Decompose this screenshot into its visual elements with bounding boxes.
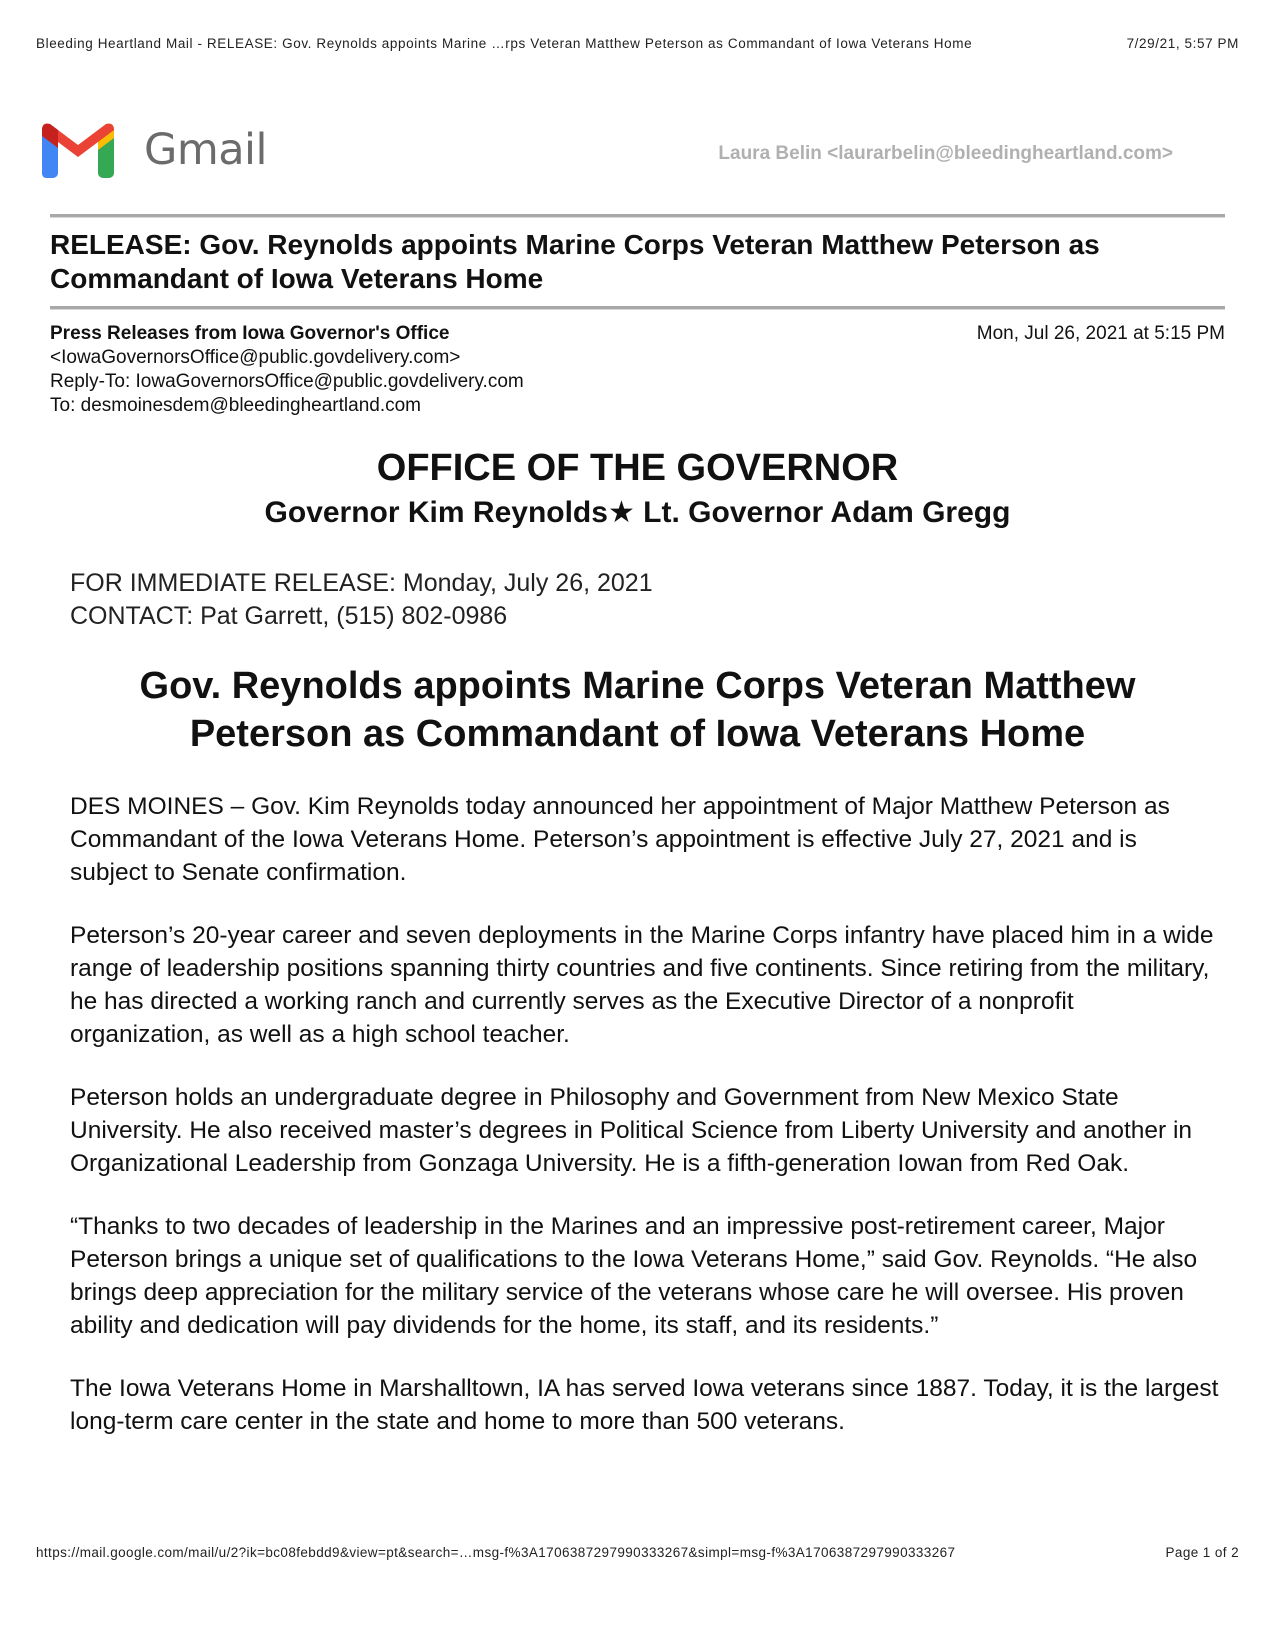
- body-paragraph: Peterson holds an undergraduate degree in Philosophy and Government from New Mexico State University. He also received master’s degrees in Political Science from Liberty University and another in Organizational Leadership from Gonzaga University. He is a fifth-generation Iowan from Red Oak.: [70, 1084, 1193, 1177]
- page-url[interactable]: https://mail.google.com/mail/u/2?ik=bc08febdd9&view=pt&search=…msg-f%3A1706387297990333267&simpl=msg-f%3A1706387297990333267: [36, 1545, 956, 1560]
- office-officials: [50, 494, 1225, 532]
- print-footer: [36, 1545, 1239, 1563]
- office-title: OFFICE OF THE GOVERNOR: [376, 447, 899, 489]
- body-paragraph: Peterson’s 20-year career and seven deployments in the Marine Corps infantry have placed him in a wide range of leadership positions spanning thirty countries and five continents. Since retiring from the military, he has directed a working ranch and currently serves as the Executive Director of a nonprofit organization, as well as a high school teacher.: [70, 922, 1214, 1048]
- print-timestamp: 7/29/21, 5:57 PM: [1126, 36, 1239, 51]
- release-body: [70, 790, 1220, 1468]
- release-headline: Gov. Reynolds appoints Marine Corps Veteran Matthew Peterson as Commandant of Iowa Veterans Home: [139, 665, 1136, 755]
- release-meta: [70, 567, 653, 633]
- divider: [50, 306, 1225, 310]
- gmail-brand[interactable]: [42, 117, 267, 183]
- sender-email: <IowaGovernorsOffice@public.govdelivery.com>: [50, 347, 461, 368]
- release-contact: CONTACT: Pat Garrett, (515) 802-0986: [70, 602, 508, 630]
- release-header: [50, 446, 1225, 532]
- gmail-logo-icon: [42, 122, 114, 178]
- body-paragraph: The Iowa Veterans Home in Marshalltown, IA has served Iowa veterans since 1887. Today, it is the largest long-term care center in the state and home to more than 500 veterans.: [70, 1375, 1219, 1435]
- print-header: [36, 36, 1239, 54]
- reply-to: Reply-To: IowaGovernorsOffice@public.govdelivery.com: [50, 371, 524, 392]
- star-icon: ★: [607, 496, 635, 529]
- sender-name: Press Releases from Iowa Governor's Office: [50, 323, 450, 344]
- governor-name: Governor Kim Reynolds: [264, 496, 608, 529]
- page-number: Page 1 of 2: [1165, 1545, 1239, 1560]
- lt-governor-name: Lt. Governor Adam Gregg: [634, 496, 1011, 529]
- body-paragraph: DES MOINES – Gov. Kim Reynolds today announced her appointment of Major Matthew Peterson as Commandant of the Iowa Veterans Home. Peterson’s appointment is effective July 27, 2021 and is subject to Senate confirmation.: [70, 793, 1170, 886]
- divider: [50, 214, 1225, 218]
- message-date: Mon, Jul 26, 2021 at 5:15 PM: [976, 323, 1225, 344]
- release-date: FOR IMMEDIATE RELEASE: Monday, July 26, 2021: [70, 569, 653, 597]
- message-header: [50, 322, 524, 418]
- gmail-wordmark: Gmail: [144, 125, 267, 175]
- body-paragraph: “Thanks to two decades of leadership in the Marines and an impressive post-retirement career, Major Peterson brings a unique set of qualifications to the Iowa Veterans Home,” said Gov. Reynolds. “He also brings deep appreciation for the military service of the veterans whose care he will oversee. His proven ability and dedication will pay dividends for the home, its staff, and its residents.”: [70, 1213, 1198, 1339]
- print-header-title: Bleeding Heartland Mail - RELEASE: Gov. Reynolds appoints Marine …rps Veteran Matthew Peterson as Commandant of Iowa Veterans Home: [36, 36, 973, 51]
- email-subject: RELEASE: Gov. Reynolds appoints Marine Corps Veteran Matthew Peterson as Commandant of Iowa Veterans Home: [50, 229, 1100, 294]
- recipient: To: desmoinesdem@bleedingheartland.com: [50, 395, 422, 416]
- account-email: Laura Belin <laurarbelin@bleedingheartland.com>: [718, 143, 1173, 164]
